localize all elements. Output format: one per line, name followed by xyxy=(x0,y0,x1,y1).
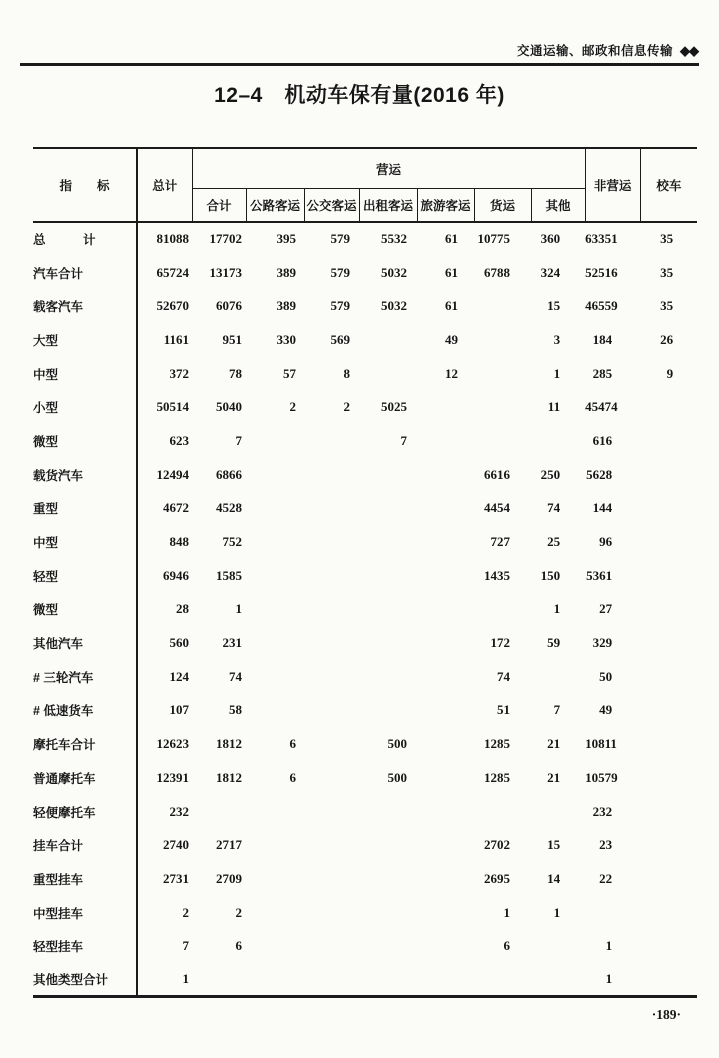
cell-school-bus xyxy=(640,525,697,559)
cell-total: 28 xyxy=(176,601,189,617)
cell-total: 81088 xyxy=(156,231,189,247)
diamond-icons: ◆◆ xyxy=(680,43,698,58)
cell-non-operating: 1 xyxy=(605,938,613,954)
cell-other xyxy=(531,795,585,829)
cell-other: 250 xyxy=(540,466,561,482)
cell-school-bus xyxy=(640,694,697,728)
cell-freight xyxy=(474,424,531,458)
col-header-other: 其他 xyxy=(531,189,585,223)
cell-taxi-passenger xyxy=(359,559,417,593)
table-header-row-1 xyxy=(33,148,697,189)
cell-total: 7 xyxy=(182,938,189,954)
col-header-operating-total: 合计 xyxy=(192,189,246,223)
cell-freight: 727 xyxy=(490,534,510,550)
cell-freight xyxy=(474,357,531,391)
cell-school-bus xyxy=(640,424,697,458)
cell-non-operating: 285 xyxy=(592,365,613,381)
cell-school-bus: 35 xyxy=(660,298,674,314)
table-row xyxy=(33,660,697,694)
cell-non-operating: 45474 xyxy=(585,399,618,415)
cell-school-bus xyxy=(640,559,697,593)
row-label: 挂车合计 xyxy=(33,828,137,862)
row-label: # 三轮汽车 xyxy=(33,660,137,694)
cell-bus-passenger xyxy=(304,492,359,526)
cell-taxi-passenger: 500 xyxy=(387,769,407,785)
cell-tourism-passenger xyxy=(417,559,474,593)
col-header-road-passenger: 公路客运 xyxy=(246,189,304,223)
cell-school-bus xyxy=(640,727,697,761)
cell-operating-total xyxy=(192,963,246,997)
cell-school-bus: 35 xyxy=(660,264,674,280)
cell-school-bus xyxy=(640,390,697,424)
cell-other xyxy=(531,963,585,997)
cell-tourism-passenger xyxy=(417,424,474,458)
cell-total: 372 xyxy=(169,365,189,381)
table-row xyxy=(33,323,697,357)
cell-tourism-passenger: 61 xyxy=(445,264,458,280)
cell-freight: 51 xyxy=(497,702,510,718)
cell-road-passenger xyxy=(246,862,304,896)
cell-bus-passenger xyxy=(304,896,359,930)
stats-table xyxy=(33,147,697,998)
row-label: 轻便摩托车 xyxy=(33,795,137,829)
cell-taxi-passenger xyxy=(359,929,417,963)
cell-other: 3 xyxy=(553,331,561,347)
cell-bus-passenger xyxy=(304,862,359,896)
cell-road-passenger xyxy=(246,694,304,728)
cell-operating-total: 74 xyxy=(229,668,242,684)
cell-freight: 1285 xyxy=(484,736,510,752)
cell-non-operating: 5361 xyxy=(586,567,613,583)
cell-taxi-passenger xyxy=(359,694,417,728)
table-row xyxy=(33,761,697,795)
table-row xyxy=(33,828,697,862)
cell-other: 15 xyxy=(547,837,561,853)
table-row xyxy=(33,289,697,323)
row-label: 轻型挂车 xyxy=(33,929,137,963)
cell-bus-passenger xyxy=(304,929,359,963)
cell-taxi-passenger: 5025 xyxy=(381,399,407,415)
col-header-non-operating: 非营运 xyxy=(585,148,640,222)
cell-freight xyxy=(474,289,531,323)
table-row xyxy=(33,727,697,761)
cell-operating-total: 6 xyxy=(235,938,242,954)
cell-operating-total: 1812 xyxy=(216,769,242,785)
row-label: 汽车合计 xyxy=(33,256,137,290)
cell-freight: 2702 xyxy=(484,837,510,853)
cell-tourism-passenger xyxy=(417,492,474,526)
cell-taxi-passenger xyxy=(359,492,417,526)
cell-non-operating: 23 xyxy=(599,837,613,853)
cell-taxi-passenger xyxy=(359,458,417,492)
cell-road-passenger xyxy=(246,896,304,930)
cell-road-passenger xyxy=(246,492,304,526)
cell-total: 848 xyxy=(169,534,189,550)
cell-freight: 2695 xyxy=(484,870,510,886)
cell-bus-passenger xyxy=(304,963,359,997)
col-header-operating-group: 营运 xyxy=(192,148,585,189)
cell-operating-total: 2 xyxy=(235,904,242,920)
cell-bus-passenger: 579 xyxy=(330,231,350,247)
table-header xyxy=(33,148,697,222)
stats-table-wrapper xyxy=(33,147,697,998)
cell-freight: 1 xyxy=(503,904,510,920)
cell-total: 623 xyxy=(169,432,189,448)
cell-school-bus: 9 xyxy=(666,365,674,381)
row-label: 中型挂车 xyxy=(33,896,137,930)
row-label: 微型 xyxy=(33,593,137,627)
cell-road-passenger xyxy=(246,458,304,492)
cell-freight: 74 xyxy=(497,668,510,684)
table-row xyxy=(33,694,697,728)
cell-tourism-passenger: 61 xyxy=(445,231,458,247)
cell-non-operating: 49 xyxy=(599,702,613,718)
cell-non-operating: 63351 xyxy=(585,231,618,247)
col-header-school-bus: 校车 xyxy=(640,148,697,222)
table-row xyxy=(33,626,697,660)
table-row xyxy=(33,862,697,896)
table-row xyxy=(33,458,697,492)
cell-bus-passenger xyxy=(304,626,359,660)
cell-tourism-passenger: 12 xyxy=(445,365,458,381)
cell-bus-passenger: 579 xyxy=(330,264,350,280)
cell-operating-total xyxy=(192,795,246,829)
cell-taxi-passenger xyxy=(359,593,417,627)
cell-total: 12623 xyxy=(156,736,189,752)
cell-operating-total: 5040 xyxy=(216,399,242,415)
row-label: 重型 xyxy=(33,492,137,526)
row-label: 重型挂车 xyxy=(33,862,137,896)
page-number: ·189· xyxy=(651,1007,681,1022)
col-header-tourism-passenger: 旅游客运 xyxy=(417,189,474,223)
cell-other: 1 xyxy=(553,365,561,381)
cell-road-passenger: 395 xyxy=(276,231,296,247)
cell-bus-passenger xyxy=(304,727,359,761)
table-body xyxy=(33,222,697,997)
row-label: 大型 xyxy=(33,323,137,357)
cell-other: 74 xyxy=(547,500,561,516)
row-label: 微型 xyxy=(33,424,137,458)
row-label: 普通摩托车 xyxy=(33,761,137,795)
cell-road-passenger xyxy=(246,929,304,963)
cell-total: 4672 xyxy=(163,500,189,516)
table-row xyxy=(33,896,697,930)
cell-tourism-passenger xyxy=(417,896,474,930)
cell-non-operating: 46559 xyxy=(585,298,618,314)
cell-road-passenger xyxy=(246,424,304,458)
cell-road-passenger xyxy=(246,626,304,660)
cell-road-passenger xyxy=(246,795,304,829)
cell-non-operating: 329 xyxy=(592,635,613,651)
cell-tourism-passenger xyxy=(417,593,474,627)
cell-other: 15 xyxy=(547,298,561,314)
cell-freight xyxy=(474,963,531,997)
cell-other: 1 xyxy=(553,601,561,617)
col-header-indicator: 指 标 xyxy=(33,148,137,222)
header-rule xyxy=(20,63,699,66)
cell-tourism-passenger xyxy=(417,828,474,862)
cell-non-operating: 1 xyxy=(585,963,640,997)
cell-road-passenger xyxy=(246,525,304,559)
cell-total: 12494 xyxy=(156,466,189,482)
cell-road-passenger: 6 xyxy=(289,736,296,752)
cell-bus-passenger xyxy=(304,660,359,694)
cell-non-operating: 144 xyxy=(592,500,613,516)
cell-non-operating: 27 xyxy=(599,601,613,617)
cell-school-bus xyxy=(640,828,697,862)
row-label: # 低速货车 xyxy=(33,694,137,728)
table-row xyxy=(33,963,697,997)
cell-total: 2731 xyxy=(163,870,189,886)
cell-tourism-passenger xyxy=(417,795,474,829)
cell-total: 12391 xyxy=(156,769,189,785)
cell-bus-passenger xyxy=(304,694,359,728)
cell-operating-total: 7 xyxy=(235,432,242,448)
page-title: 12–4 机动车保有量(2016 年) xyxy=(214,84,505,107)
cell-school-bus xyxy=(640,862,697,896)
row-label: 载客汽车 xyxy=(33,289,137,323)
cell-operating-total: 1 xyxy=(235,601,242,617)
table-row xyxy=(33,492,697,526)
cell-operating-total: 6076 xyxy=(216,298,242,314)
row-label: 摩托车合计 xyxy=(33,727,137,761)
cell-total: 50514 xyxy=(156,399,189,415)
row-label: 中型 xyxy=(33,357,137,391)
table-row xyxy=(33,929,697,963)
cell-school-bus xyxy=(640,963,697,997)
cell-road-passenger: 2 xyxy=(289,399,296,415)
cell-tourism-passenger xyxy=(417,660,474,694)
cell-operating-total: 2709 xyxy=(216,870,242,886)
cell-freight xyxy=(474,795,531,829)
cell-taxi-passenger xyxy=(359,963,417,997)
cell-operating-total: 17702 xyxy=(209,231,242,247)
table-row xyxy=(33,424,697,458)
cell-taxi-passenger xyxy=(359,357,417,391)
row-label: 中型 xyxy=(33,525,137,559)
cell-taxi-passenger: 7 xyxy=(400,432,407,448)
cell-taxi-passenger: 5532 xyxy=(381,231,407,247)
cell-taxi-passenger: 5032 xyxy=(381,298,407,314)
cell-operating-total: 78 xyxy=(229,365,242,381)
cell-school-bus xyxy=(640,593,697,627)
cell-freight xyxy=(474,323,531,357)
row-label: 小型 xyxy=(33,390,137,424)
cell-tourism-passenger xyxy=(417,727,474,761)
cell-school-bus: 35 xyxy=(660,231,674,247)
cell-bus-passenger: 569 xyxy=(330,331,350,347)
cell-total: 1 xyxy=(137,963,192,997)
row-label: 其他类型合计 xyxy=(33,963,137,997)
cell-bus-passenger: 579 xyxy=(330,298,350,314)
cell-road-passenger: 57 xyxy=(283,365,296,381)
cell-non-operating: 5628 xyxy=(586,466,613,482)
cell-other: 11 xyxy=(547,399,561,415)
cell-other: 7 xyxy=(553,702,561,718)
running-header-text: 交通运输、邮政和信息传输 xyxy=(516,44,673,58)
cell-other xyxy=(531,424,585,458)
cell-bus-passenger xyxy=(304,424,359,458)
cell-other: 14 xyxy=(547,870,561,886)
cell-tourism-passenger xyxy=(417,963,474,997)
cell-total: 2740 xyxy=(163,837,189,853)
cell-other: 150 xyxy=(540,567,561,583)
cell-school-bus xyxy=(640,761,697,795)
cell-road-passenger xyxy=(246,660,304,694)
running-header xyxy=(517,41,698,59)
cell-taxi-passenger xyxy=(359,828,417,862)
cell-operating-total: 231 xyxy=(222,635,242,651)
cell-freight: 1435 xyxy=(484,567,510,583)
cell-non-operating: 10811 xyxy=(585,736,617,752)
cell-taxi-passenger xyxy=(359,626,417,660)
cell-total: 232 xyxy=(169,803,189,819)
cell-taxi-passenger xyxy=(359,525,417,559)
cell-bus-passenger: 8 xyxy=(343,365,350,381)
cell-school-bus xyxy=(640,458,697,492)
cell-operating-total: 752 xyxy=(222,534,242,550)
cell-road-passenger xyxy=(246,593,304,627)
cell-road-passenger: 6 xyxy=(289,769,296,785)
cell-tourism-passenger: 49 xyxy=(445,331,458,347)
cell-freight xyxy=(474,593,531,627)
cell-non-operating xyxy=(585,896,640,930)
cell-freight xyxy=(474,390,531,424)
cell-bus-passenger xyxy=(304,525,359,559)
row-label: 其他汽车 xyxy=(33,626,137,660)
cell-total: 65724 xyxy=(156,264,189,280)
col-header-total: 总计 xyxy=(137,148,192,222)
cell-total: 52670 xyxy=(156,298,189,314)
table-row xyxy=(33,222,697,256)
cell-total: 124 xyxy=(169,668,189,684)
cell-freight: 4454 xyxy=(484,500,510,516)
cell-operating-total: 1585 xyxy=(216,567,242,583)
cell-taxi-passenger: 500 xyxy=(387,736,407,752)
cell-bus-passenger xyxy=(304,559,359,593)
cell-road-passenger: 330 xyxy=(276,331,296,347)
table-row xyxy=(33,559,697,593)
cell-non-operating: 10579 xyxy=(585,769,618,785)
cell-tourism-passenger xyxy=(417,929,474,963)
cell-tourism-passenger xyxy=(417,626,474,660)
row-label: 轻型 xyxy=(33,559,137,593)
table-row xyxy=(33,525,697,559)
cell-taxi-passenger xyxy=(359,323,417,357)
cell-bus-passenger xyxy=(304,761,359,795)
cell-other: 21 xyxy=(547,736,561,752)
cell-other: 324 xyxy=(540,264,561,280)
cell-freight: 10775 xyxy=(477,231,510,247)
cell-bus-passenger xyxy=(304,458,359,492)
cell-other: 25 xyxy=(547,534,561,550)
table-row xyxy=(33,593,697,627)
cell-other: 360 xyxy=(540,231,561,247)
col-header-freight: 货运 xyxy=(474,189,531,223)
cell-tourism-passenger xyxy=(417,694,474,728)
cell-non-operating: 96 xyxy=(599,534,613,550)
cell-total: 2 xyxy=(182,904,189,920)
cell-freight: 6 xyxy=(503,938,510,954)
row-label: 总 计 xyxy=(33,222,137,256)
cell-other: 1 xyxy=(553,904,561,920)
cell-taxi-passenger: 5032 xyxy=(381,264,407,280)
cell-school-bus: 26 xyxy=(660,331,674,347)
cell-school-bus xyxy=(640,492,697,526)
cell-school-bus xyxy=(640,660,697,694)
cell-non-operating: 52516 xyxy=(585,264,618,280)
table-row xyxy=(33,357,697,391)
cell-road-passenger xyxy=(246,828,304,862)
cell-freight: 172 xyxy=(490,635,510,651)
cell-road-passenger xyxy=(246,559,304,593)
cell-road-passenger: 389 xyxy=(276,298,296,314)
cell-total: 560 xyxy=(169,635,189,651)
cell-tourism-passenger xyxy=(417,862,474,896)
cell-non-operating: 50 xyxy=(599,668,613,684)
cell-operating-total: 2717 xyxy=(216,837,242,853)
cell-operating-total: 951 xyxy=(222,331,242,347)
cell-freight: 6788 xyxy=(484,264,510,280)
cell-non-operating: 232 xyxy=(592,803,613,819)
cell-freight: 1285 xyxy=(484,769,510,785)
cell-operating-total: 13173 xyxy=(209,264,242,280)
cell-taxi-passenger xyxy=(359,862,417,896)
col-header-bus-passenger: 公交客运 xyxy=(304,189,359,223)
cell-other xyxy=(531,929,585,963)
cell-other: 21 xyxy=(547,769,561,785)
table-row xyxy=(33,390,697,424)
cell-school-bus xyxy=(640,795,697,829)
row-label: 载货汽车 xyxy=(33,458,137,492)
cell-taxi-passenger xyxy=(359,660,417,694)
cell-tourism-passenger xyxy=(417,458,474,492)
cell-non-operating: 616 xyxy=(592,432,613,448)
table-row xyxy=(33,795,697,829)
cell-taxi-passenger xyxy=(359,795,417,829)
cell-school-bus xyxy=(640,929,697,963)
cell-bus-passenger xyxy=(304,593,359,627)
cell-total: 1161 xyxy=(163,331,189,347)
cell-total: 6946 xyxy=(163,567,189,583)
cell-bus-passenger: 2 xyxy=(343,399,350,415)
cell-operating-total: 6866 xyxy=(216,466,242,482)
cell-operating-total: 1812 xyxy=(216,736,242,752)
cell-taxi-passenger xyxy=(359,896,417,930)
cell-non-operating: 184 xyxy=(592,331,613,347)
cell-school-bus xyxy=(640,896,697,930)
cell-tourism-passenger xyxy=(417,761,474,795)
cell-road-passenger xyxy=(246,963,304,997)
cell-total: 107 xyxy=(169,702,189,718)
table-row xyxy=(33,256,697,290)
cell-bus-passenger xyxy=(304,795,359,829)
cell-road-passenger: 389 xyxy=(276,264,296,280)
col-header-taxi-passenger: 出租客运 xyxy=(359,189,417,223)
cell-other xyxy=(531,660,585,694)
cell-non-operating: 22 xyxy=(599,870,613,886)
cell-freight: 6616 xyxy=(484,466,510,482)
cell-operating-total: 4528 xyxy=(216,500,242,516)
cell-school-bus xyxy=(640,626,697,660)
cell-tourism-passenger xyxy=(417,525,474,559)
cell-tourism-passenger: 61 xyxy=(445,298,458,314)
cell-other: 59 xyxy=(547,635,561,651)
cell-bus-passenger xyxy=(304,828,359,862)
cell-operating-total: 58 xyxy=(229,702,242,718)
cell-tourism-passenger xyxy=(417,390,474,424)
